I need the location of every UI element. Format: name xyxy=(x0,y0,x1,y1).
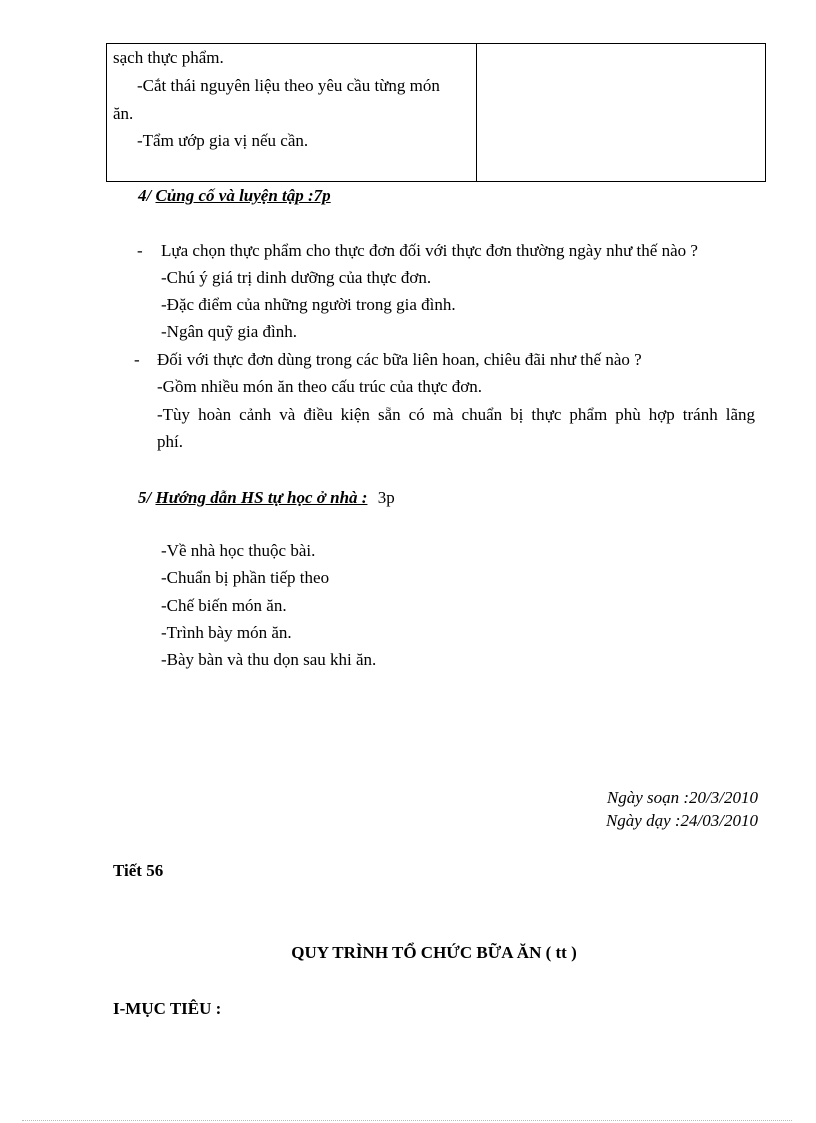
question-1: Lựa chọn thực phẩm cho thực đơn đối với thực đơn thường ngày như thế nào ? xyxy=(161,241,698,260)
bullet: - xyxy=(137,241,143,260)
section5-number: 5/ xyxy=(138,488,152,507)
section4-title: Củng cố và luyện tập :7p xyxy=(155,186,331,205)
homework-item: -Bày bàn và thu dọn sau khi ăn. xyxy=(161,650,377,669)
objectives-heading: I-MỤC TIÊU : xyxy=(113,999,222,1018)
answer-item: -Gồm nhiều món ăn theo cấu trúc của thực đơn. xyxy=(157,377,483,396)
section5-heading xyxy=(138,488,395,508)
date-prepared: Ngày soạn :20/3/2010 xyxy=(606,788,758,807)
lesson-period: Tiết 56 xyxy=(113,861,164,880)
homework-item: -Chuẩn bị phần tiếp theo xyxy=(161,568,330,587)
homework-item: -Chế biến món ăn. xyxy=(161,596,287,615)
bullet: - xyxy=(134,350,140,369)
continuation-table xyxy=(106,43,766,182)
answer-item: -Đặc điểm của những người trong gia đình. xyxy=(161,295,456,314)
date-taught: Ngày dạy :24/03/2010 xyxy=(605,811,758,830)
table-left-cell xyxy=(107,44,477,182)
section4-number: 4/ xyxy=(138,186,152,205)
section4-heading xyxy=(138,186,331,206)
section5-time: 3p xyxy=(377,488,395,507)
homework-item: -Trình bày món ăn. xyxy=(161,623,292,642)
page-bottom-divider xyxy=(22,1120,792,1121)
answer-item: -Tùy hoàn cảnh và điều kiện sẵn có mà chuẩn bị thực phẩm phù hợp tránh lãng xyxy=(157,405,755,424)
table-line: sạch thực phẩm. xyxy=(113,48,224,67)
question-2: Đối với thực đơn dùng trong các bữa liên hoan, chiêu đãi như thế nào ? xyxy=(157,350,642,369)
table-line: ăn. xyxy=(113,104,134,123)
answer-item: phí. xyxy=(157,432,183,451)
table-line: -Tẩm ướp gia vị nếu cần. xyxy=(137,131,309,150)
answer-item: -Ngân quỹ gia đình. xyxy=(161,322,297,341)
answer-item: -Chú ý giá trị dinh dưỡng của thực đơn. xyxy=(161,268,432,287)
lesson-title: QUY TRÌNH TỔ CHỨC BỮA ĂN ( tt ) xyxy=(291,943,577,962)
table-right-cell xyxy=(477,44,766,182)
homework-item: -Về nhà học thuộc bài. xyxy=(161,541,316,560)
section5-title: Hướng dẫn HS tự học ở nhà : xyxy=(155,488,368,507)
table-line: -Cắt thái nguyên liệu theo yêu cầu từng món xyxy=(137,76,440,95)
